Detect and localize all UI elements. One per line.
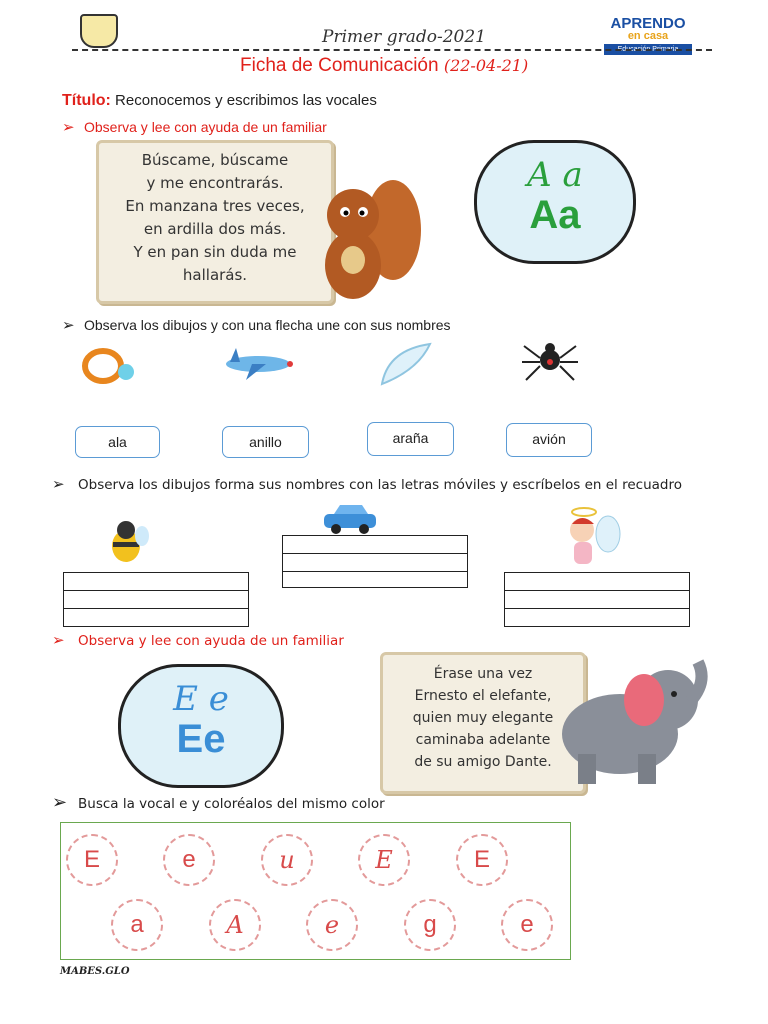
arrow-bullet-icon: ➢: [52, 475, 65, 493]
poem-a-line: Búscame, búscame: [141, 151, 289, 169]
instruction-1-text: Observa y lee con ayuda de un familiar: [84, 119, 327, 135]
ring-icon: [78, 346, 138, 386]
arrow-bullet-icon: ➢: [52, 792, 68, 813]
car-icon: [322, 502, 378, 534]
poem-a-line: Y en pan sin duda me: [133, 243, 297, 261]
letter-circle[interactable]: a: [111, 899, 163, 951]
arrow-bullet-icon: ➢: [62, 119, 75, 136]
logo-line2: en casa: [627, 30, 669, 42]
poem-e-line: Érase una vez: [433, 666, 533, 682]
letter-circle[interactable]: E: [358, 834, 410, 886]
word-box-anillo[interactable]: anillo: [222, 426, 309, 458]
letter-circle[interactable]: e: [306, 899, 358, 951]
instruction-4-text: Observa y lee con ayuda de un familiar: [78, 633, 344, 649]
poem-a-line: y me encontrarás.: [146, 174, 284, 192]
instruction-5-text: Busca la vocal e y coloréalos del mismo color: [78, 796, 385, 812]
cloud-e-print: Ee: [176, 717, 226, 761]
page-title: [240, 55, 528, 77]
poem-e-line: Ernesto el elefante,: [414, 688, 552, 704]
poem-a-line: hallarás.: [182, 266, 248, 284]
word-box-avion[interactable]: avión: [506, 423, 592, 457]
wing-icon: [378, 340, 434, 388]
cloud-e-cursive: E e: [173, 679, 229, 719]
instruction-1: [62, 118, 327, 136]
letter-circle[interactable]: e: [501, 899, 553, 951]
instruction-4: [52, 631, 344, 649]
squirrel-icon: [305, 170, 425, 310]
letter-circle[interactable]: e: [163, 834, 215, 886]
arrow-bullet-icon: ➢: [52, 631, 65, 649]
title-date: (22-04-21): [443, 56, 529, 75]
letter-circle[interactable]: E: [66, 834, 118, 886]
instruction-3-text: Observa los dibujos forma sus nombres con las letras móviles y escríbelos en el recuadro: [78, 477, 682, 493]
airplane-icon: [222, 344, 294, 382]
bee-icon: [104, 518, 150, 566]
letter-circle[interactable]: u: [261, 834, 313, 886]
poem-e-line: de su amigo Dante.: [414, 754, 552, 770]
header-divider: [72, 49, 712, 51]
vowel-e-cloud: [118, 664, 284, 788]
angel-icon: [552, 504, 622, 570]
arrow-bullet-icon: ➢: [62, 317, 75, 334]
answer-box-angel[interactable]: [504, 572, 690, 627]
cloud-a-print: Aa: [529, 193, 581, 237]
topic-label: Título:: [62, 92, 111, 109]
cloud-a-cursive: A a: [527, 155, 583, 195]
instruction-5: [52, 792, 385, 813]
answer-box-bee[interactable]: [63, 572, 249, 627]
instruction-2-text: Observa los dibujos y con una flecha une con sus nombres: [84, 317, 451, 333]
poem-a-line: en ardilla dos más.: [143, 220, 287, 238]
instruction-2: [62, 316, 451, 334]
title-main: Ficha de Comunicación: [240, 55, 439, 76]
footer-signature: MABES.GLO: [60, 966, 130, 977]
logo-line3: Educación Primaria: [604, 44, 692, 55]
vowel-a-cloud: [474, 140, 636, 264]
letter-circle[interactable]: g: [404, 899, 456, 951]
poem-e-line: quien muy elegante: [412, 710, 554, 726]
poem-e-line: caminaba adelante: [415, 732, 551, 748]
letter-circle[interactable]: E: [456, 834, 508, 886]
instruction-3: [52, 474, 692, 496]
word-box-arana[interactable]: araña: [367, 422, 454, 456]
school-crest: [80, 14, 118, 48]
poem-a-scroll: [96, 140, 334, 304]
answer-box-car[interactable]: [282, 535, 468, 588]
spider-icon: [520, 338, 580, 388]
poem-a-line: En manzana tres veces,: [125, 197, 305, 215]
grade-label: Primer grado-2021: [322, 27, 486, 47]
topic-text: Reconocemos y escribimos las vocales: [115, 92, 377, 109]
elephant-icon: [548, 642, 714, 788]
letter-circle[interactable]: A: [209, 899, 261, 951]
topic-line: [62, 92, 377, 110]
logo-line1: APRENDO: [610, 15, 686, 32]
word-box-ala[interactable]: ala: [75, 426, 160, 458]
